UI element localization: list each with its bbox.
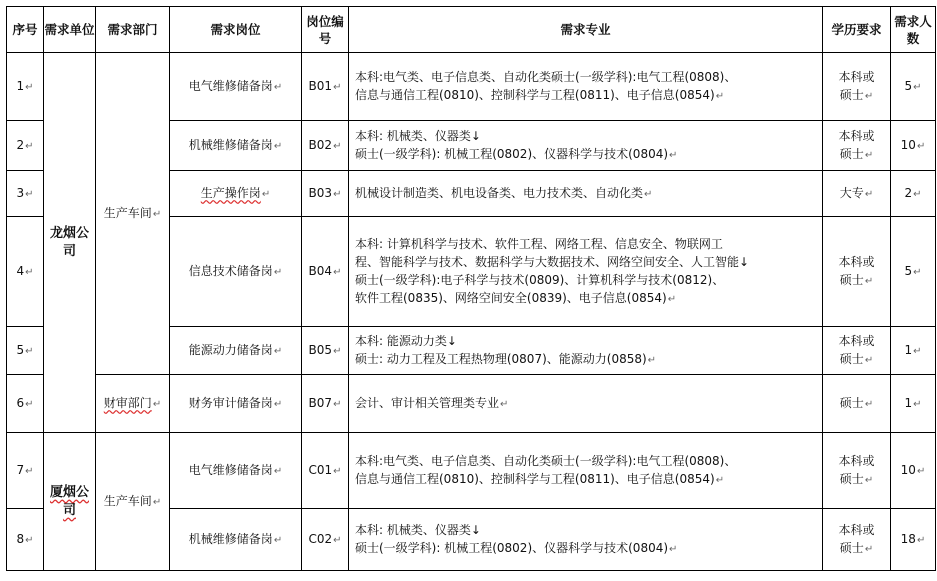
- major-line: 本科: 能源动力类↓: [355, 333, 457, 348]
- seq-cell: 4↵: [7, 217, 44, 327]
- major-cell: [349, 327, 823, 375]
- edu-cell: 本科或 硕士↵: [823, 121, 891, 171]
- seq-cell: 5↵: [7, 327, 44, 375]
- post-cell: 信息技术储备岗↵: [170, 217, 302, 327]
- num-cell: 1↵: [891, 327, 936, 375]
- major-line: 程、智能科学与技术、数据科学与大数据技术、网络空间安全、人工智能↓: [355, 254, 750, 269]
- major-line: 信息与通信工程(0810)、控制科学与工程(0811)、电子信息(0854)↵: [355, 471, 725, 486]
- edu-cell: 本科或 硕士↵: [823, 217, 891, 327]
- num-cell: 5↵: [891, 53, 936, 121]
- header-dept: 需求部门: [96, 7, 170, 53]
- header-row: [7, 7, 936, 53]
- major-line: 本科: 机械类、仪器类↓: [355, 522, 481, 537]
- major-cell: [349, 121, 823, 171]
- major-line: 硕士(一级学科):电子科学与技术(0809)、计算机科学与技术(0812)、: [355, 272, 725, 287]
- seq-cell: 1↵: [7, 53, 44, 121]
- post-cell: 生产操作岗↵: [170, 171, 302, 217]
- post-cell: 能源动力储备岗↵: [170, 327, 302, 375]
- table-row: [7, 433, 936, 509]
- header-edu: 学历要求: [823, 7, 891, 53]
- seq-cell: 7↵: [7, 433, 44, 509]
- major-cell: [349, 53, 823, 121]
- major-line: 硕士(一级学科): 机械工程(0802)、仪器科学与技术(0804)↵: [355, 540, 678, 555]
- header-num: 需求人数: [891, 7, 936, 53]
- dept-cell-finance: 财审部门↵: [96, 375, 170, 433]
- num-cell: 2↵: [891, 171, 936, 217]
- major-line: 本科:电气类、电子信息类、自动化类硕士(一级学科):电气工程(0808)、: [355, 453, 737, 468]
- unit-cell-longyan: 龙烟公司: [44, 53, 96, 433]
- seq-cell: 3↵: [7, 171, 44, 217]
- seq-cell: 8↵: [7, 509, 44, 571]
- code-cell: B03↵: [302, 171, 349, 217]
- edu-cell: 大专↵: [823, 171, 891, 217]
- post-cell: 机械维修储备岗↵: [170, 121, 302, 171]
- major-cell: [349, 171, 823, 217]
- post-cell: 电气维修储备岗↵: [170, 53, 302, 121]
- code-cell: B07↵: [302, 375, 349, 433]
- post-cell: 机械维修储备岗↵: [170, 509, 302, 571]
- major-line: 硕士(一级学科): 机械工程(0802)、仪器科学与技术(0804)↵: [355, 146, 678, 161]
- seq-cell: 6↵: [7, 375, 44, 433]
- major-line: 硕士: 动力工程及工程热物理(0807)、能源动力(0858)↵: [355, 351, 657, 366]
- post-cell: 电气维修储备岗↵: [170, 433, 302, 509]
- table-row: [7, 53, 936, 121]
- recruitment-table: [6, 6, 936, 571]
- num-cell: 10↵: [891, 433, 936, 509]
- code-cell: C02↵: [302, 509, 349, 571]
- edu-cell: 本科或 硕士↵: [823, 509, 891, 571]
- code-cell: B04↵: [302, 217, 349, 327]
- major-line: 信息与通信工程(0810)、控制科学与工程(0811)、电子信息(0854)↵: [355, 87, 725, 102]
- code-cell: C01↵: [302, 433, 349, 509]
- major-line: 本科:电气类、电子信息类、自动化类硕士(一级学科):电气工程(0808)、: [355, 69, 737, 84]
- seq-cell: 2↵: [7, 121, 44, 171]
- major-cell: [349, 509, 823, 571]
- edu-cell: 本科或 硕士↵: [823, 53, 891, 121]
- header-code: 岗位编号: [302, 7, 349, 53]
- major-cell: [349, 375, 823, 433]
- unit-cell-xiamen: 厦烟公司: [44, 433, 96, 571]
- num-cell: 10↵: [891, 121, 936, 171]
- header-unit: 需求单位: [44, 7, 96, 53]
- num-cell: 5↵: [891, 217, 936, 327]
- dept-cell-production: 生产车间↵: [96, 433, 170, 571]
- edu-cell: 本科或 硕士↵: [823, 327, 891, 375]
- table-row: [7, 375, 936, 433]
- major-line: 会计、审计相关管理类专业↵: [355, 395, 509, 410]
- num-cell: 1↵: [891, 375, 936, 433]
- edu-cell: 本科或 硕士↵: [823, 433, 891, 509]
- edu-cell: 硕士↵: [823, 375, 891, 433]
- major-line: 本科: 机械类、仪器类↓: [355, 128, 481, 143]
- major-cell: [349, 217, 823, 327]
- code-cell: B02↵: [302, 121, 349, 171]
- major-line: 软件工程(0835)、网络空间安全(0839)、电子信息(0854)↵: [355, 290, 677, 305]
- major-line: 机械设计制造类、机电设备类、电力技术类、自动化类↵: [355, 185, 653, 200]
- major-cell: [349, 433, 823, 509]
- code-cell: B01↵: [302, 53, 349, 121]
- num-cell: 18↵: [891, 509, 936, 571]
- header-seq: 序号: [7, 7, 44, 53]
- major-line: 本科: 计算机科学与技术、软件工程、网络工程、信息安全、物联网工: [355, 236, 723, 251]
- header-post: 需求岗位: [170, 7, 302, 53]
- dept-cell-production: 生产车间↵: [96, 53, 170, 375]
- post-cell: 财务审计储备岗↵: [170, 375, 302, 433]
- header-major: 需求专业: [349, 7, 823, 53]
- code-cell: B05↵: [302, 327, 349, 375]
